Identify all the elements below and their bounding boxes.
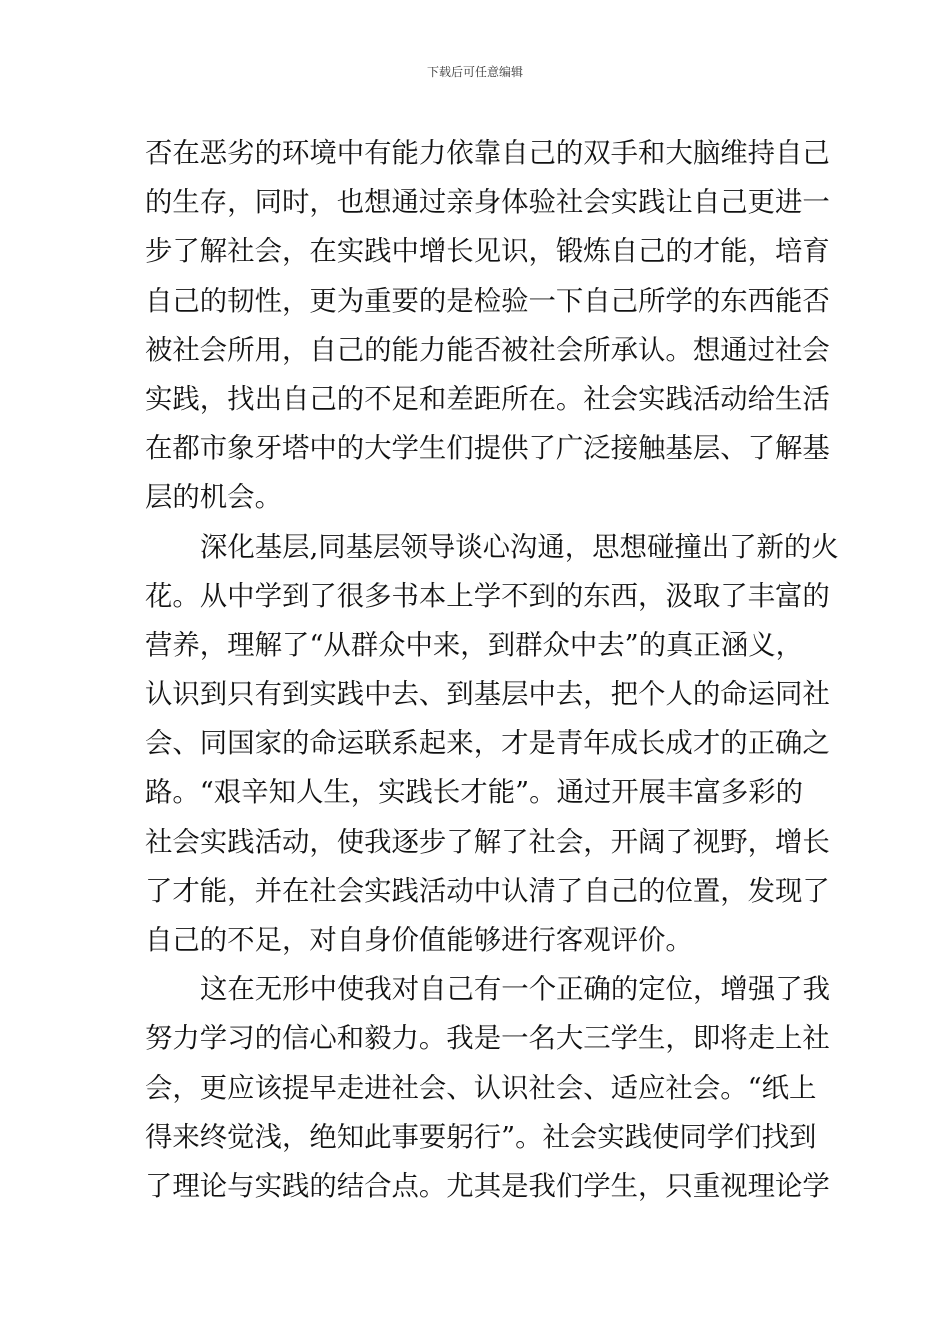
text-line: 了才能，并在社会实践活动中认清了自己的位置，发现了 <box>145 875 830 907</box>
text-line: 实践，找出自己的不足和差距所在。社会实践活动给生活 <box>145 383 830 415</box>
text-line: 会，更应该提早走进社会、认识社会、适应社会。“纸上 <box>145 1072 817 1104</box>
text-line: 自己的韧性，更为重要的是检验一下自己所学的东西能否 <box>145 285 830 317</box>
text-line: 得来终觉浅，绝知此事要躬行”。社会实践使同学们找到 <box>145 1121 817 1153</box>
text-line: 了理论与实践的结合点。尤其是我们学生，只重视理论学 <box>145 1170 830 1202</box>
paragraph-first-line: 这在无形中使我对自己有一个正确的定位，增强了我 <box>200 974 830 1006</box>
text-line: 花。从中学到了很多书本上学不到的东西，汲取了丰富的 <box>145 580 830 612</box>
text-line: 社会实践活动，使我逐步了解了社会，开阔了视野，增长 <box>145 826 830 858</box>
text-line: 步了解社会，在实践中增长见识，锻炼自己的才能，培育 <box>145 236 830 268</box>
paragraph-first-line: 深化基层,同基层领导谈心沟通，思想碰撞出了新的火 <box>200 531 839 563</box>
text-line: 在都市象牙塔中的大学生们提供了广泛接触基层、了解基 <box>145 433 830 465</box>
document-body <box>145 129 839 1211</box>
text-line: 否在恶劣的环境中有能力依靠自己的双手和大脑维持自己 <box>145 138 830 169</box>
text-line: 努力学习的信心和毅力。我是一名大三学生，即将走上社 <box>145 1023 830 1055</box>
text-line: 路。“艰辛知人生，实践长才能”。通过开展丰富多彩的 <box>145 777 803 809</box>
text-line: 自己的不足，对自身价值能够进行客观评价。 <box>145 925 693 956</box>
text-line: 层的机会。 <box>145 482 282 514</box>
text-line: 营养，理解了“从群众中来，到群众中去”的真正涵义， <box>145 629 803 661</box>
text-line: 认识到只有到实践中去、到基层中去，把个人的命运同社 <box>145 679 830 711</box>
text-line: 会、同国家的命运联系起来，才是青年成长成才的正确之 <box>145 728 830 760</box>
text-line: 的生存，同时，也想通过亲身体验社会实践让自己更进一 <box>145 187 830 219</box>
page-header: 下载后可任意编辑 <box>426 65 523 79</box>
text-line: 被社会所用，自己的能力能否被社会所承认。想通过社会 <box>145 334 830 366</box>
